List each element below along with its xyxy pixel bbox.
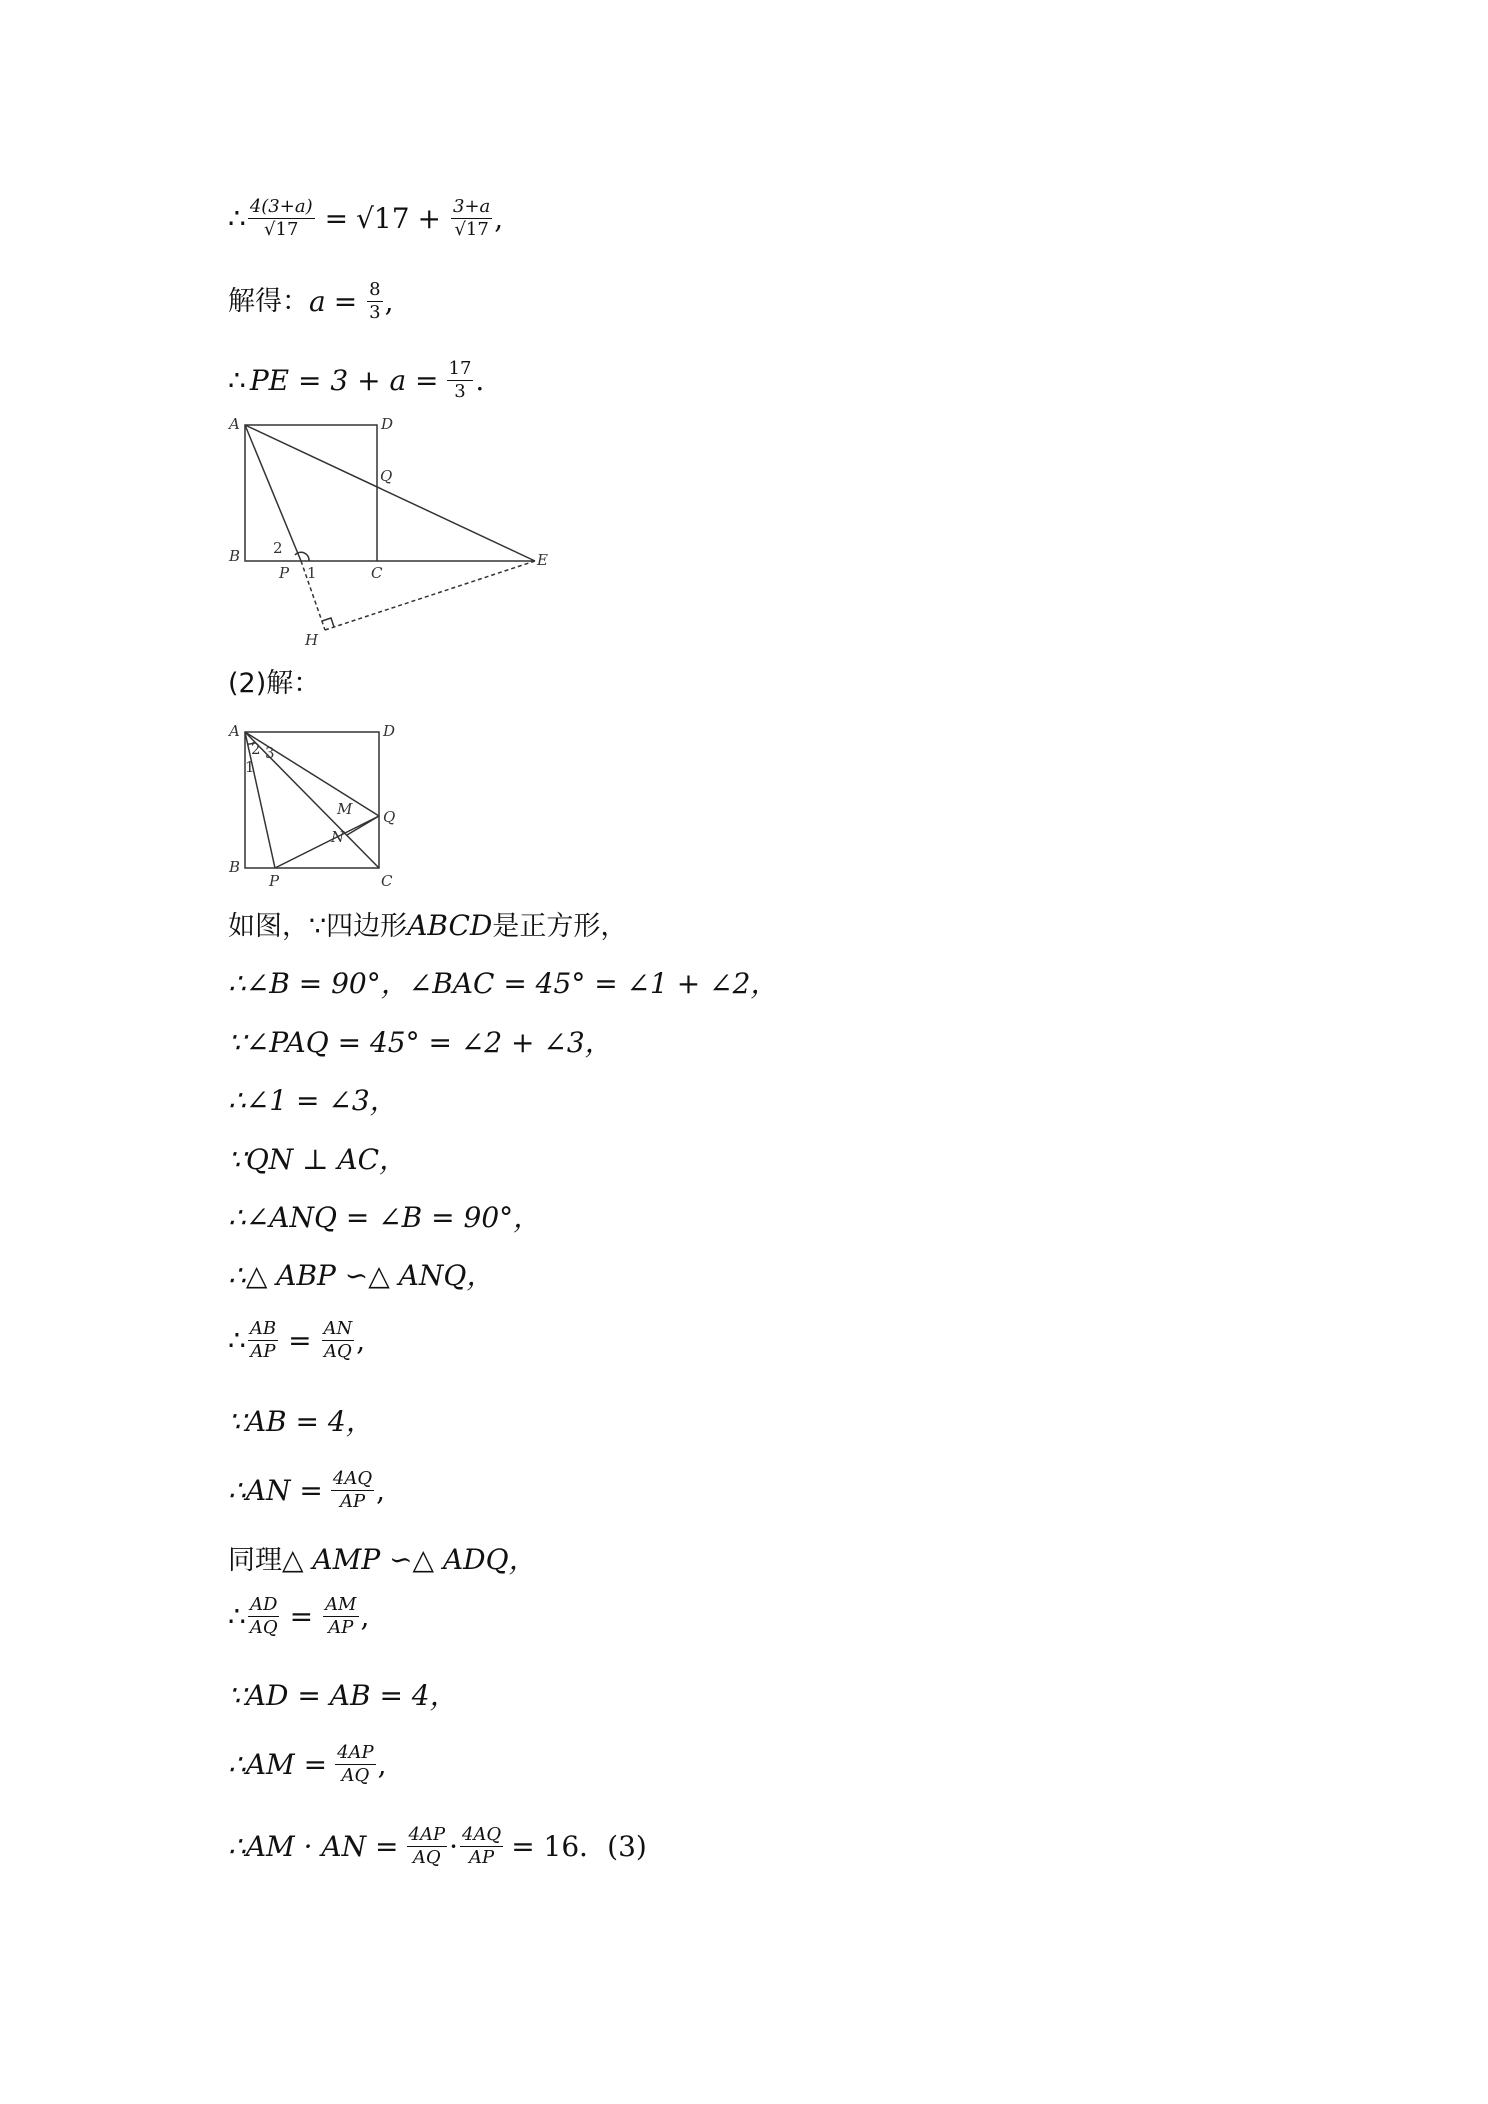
label-angle-2: 2 — [273, 539, 283, 557]
proof-line-14: ∴AM = $\frac{4AP}{AQ}$ , — [228, 1742, 387, 1786]
equation-line-1: ∴ $\frac{4(3+a)}{√17}$ = √17 + $\frac{3+a}{√17}$ , — [228, 196, 504, 240]
label-d: D — [383, 722, 396, 740]
fraction: $\frac{17}{3}$ — [448, 358, 472, 402]
proof-line-9: ∵AB = 4， — [228, 1405, 374, 1438]
proof-line-2: ∴∠B = 90°，∠BAC = 45° = ∠1 + ∠2， — [228, 967, 779, 1000]
label-angle-1: 1 — [307, 564, 317, 582]
proof-line-11: 同理 △ AMP ∽△ ADQ， — [228, 1543, 537, 1576]
equation-line-2: 解得： a = $\frac{8}{3}$ , — [228, 279, 394, 323]
label-n: N — [331, 828, 345, 846]
geometry-figure-2 — [225, 722, 405, 892]
proof-line-12: ∴ $\frac{AD}{AQ}$ = $\frac{AM}{AP}$ , — [228, 1594, 370, 1638]
square-abcd — [245, 425, 377, 561]
fraction-rhs: $\frac{3+a}{√17}$ — [453, 196, 491, 240]
proof-line-7: ∴△ ABP ∽△ ANQ， — [228, 1259, 495, 1292]
proof-line-3: ∵∠PAQ = 45° = ∠2 + ∠3， — [228, 1026, 613, 1059]
segment-ae — [245, 425, 535, 561]
proof-line-4: ∴∠1 = ∠3， — [228, 1084, 398, 1117]
label-angle-3: 3 — [265, 744, 275, 762]
fraction: $\frac{8}{3}$ — [369, 279, 381, 323]
label-e: E — [537, 551, 548, 569]
segment-qn — [347, 816, 379, 835]
segment-pq — [275, 816, 379, 868]
label-q: Q — [380, 467, 393, 485]
label-d: D — [381, 415, 394, 433]
geometry-figure-1 — [225, 415, 555, 655]
equation-line-3: ∴ PE = 3 + a = $\frac{17}{3}$ . — [228, 358, 485, 402]
label-b: B — [229, 858, 241, 876]
label-p: P — [279, 564, 290, 582]
label-b: B — [229, 547, 241, 565]
proof-line-5: ∵QN ⊥ AC， — [228, 1143, 408, 1176]
part-2-heading: (2)解： — [228, 668, 321, 699]
sqrt-term: √17 — [356, 201, 410, 235]
segment-he-dashed — [325, 561, 535, 630]
proof-line-13: ∵AD = AB = 4， — [228, 1679, 458, 1712]
angle-arc-2 — [295, 552, 309, 561]
label-a: A — [229, 722, 240, 740]
label-p: P — [269, 872, 280, 890]
proof-line-6: ∴∠ANQ = ∠B = 90°， — [228, 1201, 542, 1234]
proof-line-8: ∴ $\frac{AB}{AP}$ = $\frac{AN}{AQ}$ , — [228, 1318, 366, 1362]
label-angle-1: 1 — [245, 758, 255, 776]
right-angle-mark-h — [322, 618, 334, 627]
label-angle-2: 2 — [251, 740, 261, 758]
proof-line-15: ∴AM · AN = $\frac{4AP}{AQ}$ · $\frac{4AQ}{AP}$ = 16．(3) — [228, 1824, 647, 1868]
proof-line-1: 如图，∵四边形 ABCD 是正方形， — [228, 909, 628, 942]
proof-line-10: ∴AN = $\frac{4AQ}{AP}$ , — [228, 1468, 386, 1512]
label-c: C — [371, 564, 383, 582]
label-q: Q — [383, 808, 396, 826]
label-a: A — [229, 415, 240, 433]
label-h: H — [305, 631, 319, 649]
therefore-symbol: ∴ — [228, 201, 246, 235]
label-m: M — [337, 800, 353, 818]
label-c: C — [381, 872, 393, 890]
fraction-lhs: $\frac{4(3+a)}{√17}$ — [249, 196, 313, 240]
